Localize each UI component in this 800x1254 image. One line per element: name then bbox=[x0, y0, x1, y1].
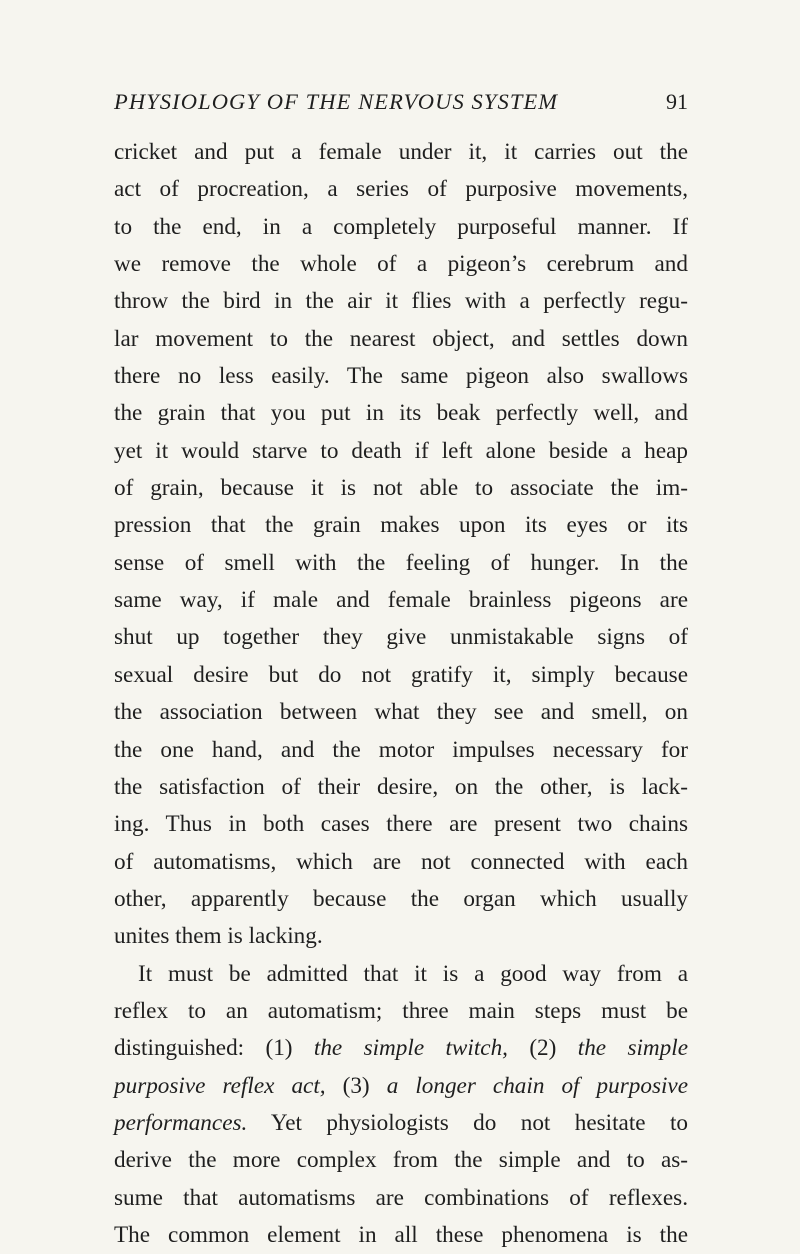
italic-phrase: purposive reflex act, bbox=[114, 1072, 326, 1099]
text-line: act of procreation, a series of purposive movements, bbox=[114, 176, 688, 203]
text-line: derive the more complex from the simple and to as- bbox=[114, 1147, 688, 1174]
text-segment: distinguished: (1) bbox=[114, 1035, 314, 1062]
text-segment: Yet physiologists do not hesitate to bbox=[247, 1109, 688, 1136]
text-line bbox=[114, 1105, 688, 1142]
text-line: sume that automatisms are combinations of reflexes. bbox=[114, 1184, 688, 1211]
running-title: PHYSIOLOGY OF THE NERVOUS SYSTEM bbox=[114, 89, 559, 114]
italic-phrase: the simple twitch, bbox=[313, 1035, 508, 1062]
text-line: reflex to an automatism; three main steps must be bbox=[114, 997, 688, 1024]
text-line: ing. Thus in both cases there are present two chains bbox=[114, 811, 688, 838]
italic-phrase: performances. bbox=[114, 1109, 248, 1136]
text-line: shut up together they give unmistakable signs of bbox=[114, 624, 688, 651]
text-line: same way, if male and female brainless pigeons are bbox=[114, 587, 688, 614]
text-line: It must be admitted that it is a good way from a bbox=[138, 960, 688, 987]
text-line: sexual desire but do not gratify it, simply because bbox=[114, 661, 688, 688]
italic-phrase: the simple bbox=[577, 1035, 688, 1062]
body-text bbox=[114, 134, 688, 1254]
text-line: other, apparently because the organ which usually bbox=[114, 885, 688, 912]
text-line: lar movement to the nearest object, and settles down bbox=[114, 325, 688, 352]
text-line: throw the bird in the air it flies with a perfectly regu- bbox=[114, 288, 688, 315]
text-line: there no less easily. The same pigeon also swallows bbox=[114, 363, 688, 390]
text-segment: (3) bbox=[325, 1072, 387, 1099]
text-line: of automatisms, which are not connected with each bbox=[114, 848, 688, 875]
running-head bbox=[114, 84, 688, 120]
text-line: we remove the whole of a pigeon’s cerebrum and bbox=[114, 251, 688, 278]
text-line: the grain that you put in its beak perfectly well, and bbox=[114, 400, 688, 427]
italic-phrase: a longer chain of purposive bbox=[386, 1072, 688, 1099]
text-line bbox=[114, 1068, 688, 1105]
text-line: to the end, in a completely purposeful manner. If bbox=[114, 213, 688, 240]
text-line bbox=[114, 1030, 688, 1067]
text-line: yet it would starve to death if left alone beside a heap bbox=[114, 437, 688, 464]
text-line: of grain, because it is not able to associate the im- bbox=[114, 475, 688, 502]
page-number: 91 bbox=[666, 89, 688, 114]
text-line: sense of smell with the feeling of hunger. In the bbox=[114, 549, 688, 576]
text-line: the association between what they see and smell, on bbox=[114, 699, 688, 726]
text-line: The common element in all these phenomena is the bbox=[114, 1221, 688, 1248]
text-line: cricket and put a female under it, it carries out the bbox=[114, 139, 688, 165]
text-segment: (2) bbox=[507, 1035, 578, 1062]
text-line: the one hand, and the motor impulses necessary for bbox=[114, 736, 688, 763]
text-line: pression that the grain makes upon its eyes or its bbox=[114, 512, 688, 539]
text-line: unites them is lacking. bbox=[114, 923, 323, 950]
text-line: the satisfaction of their desire, on the other, is lack- bbox=[114, 773, 688, 800]
